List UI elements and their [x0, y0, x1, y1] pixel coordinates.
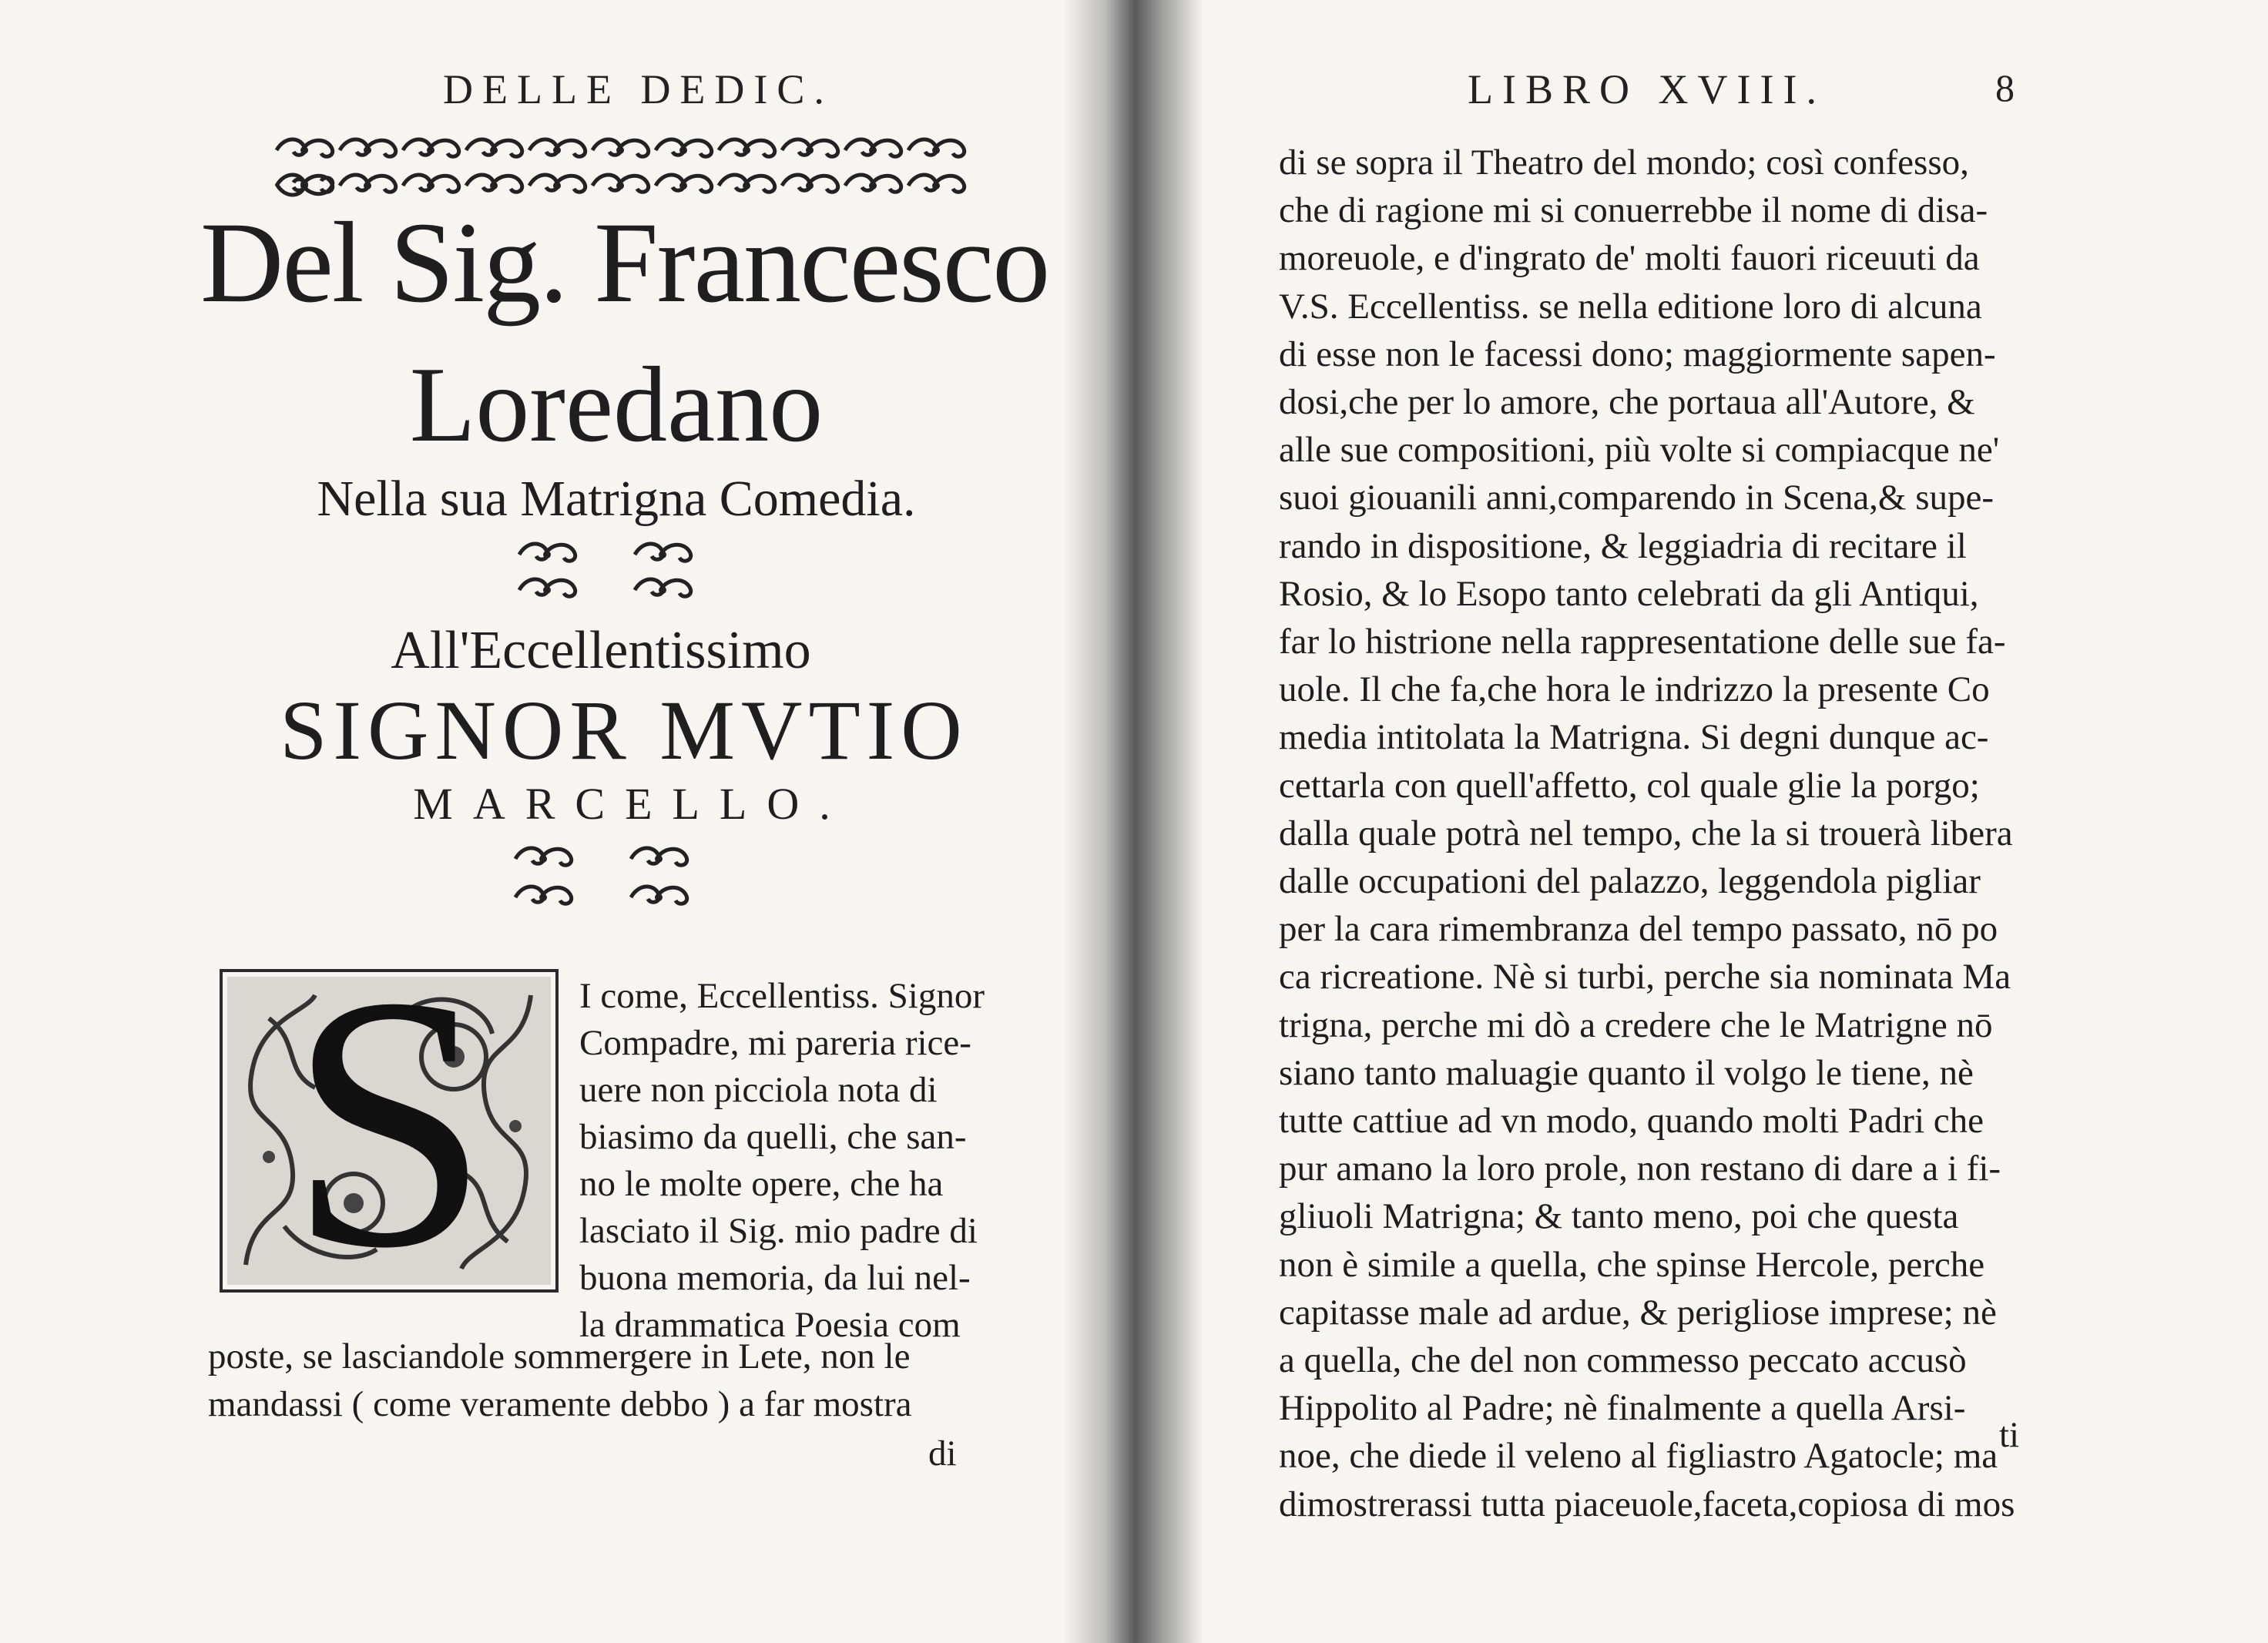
text-line: di se sopra il Theatro del mondo; così confesso,: [1279, 143, 1969, 183]
text-line: V.S. Eccellentiss. se nella editione loro di alcuna: [1279, 286, 1982, 327]
dedication-line-1: All'Eccellentissimo: [391, 621, 811, 680]
text-line: pur amano la loro prole, non restano di dare a i fi-: [1279, 1148, 2001, 1189]
text-line: cettarla con quell'affetto, col quale glie la porgo;: [1279, 765, 1980, 806]
right-catchword: ti: [1999, 1415, 2020, 1455]
text-line: dalla quale potrà nel tempo, che la si trouerà libera: [1279, 813, 2013, 853]
text-line: non è simile a quella, che spinse Hercole, perche: [1279, 1244, 1985, 1285]
text-line: a quella, che del non commesso peccato accusò: [1279, 1340, 1967, 1381]
page-number: 8: [1995, 66, 2015, 109]
text-line: trigna, perche mi dò a credere che le Matrigne nō: [1279, 1004, 1993, 1045]
text-line: biasimo da quelli, che san-: [579, 1117, 967, 1157]
text-line: mandassi ( come veramente debbo ) a far mostra: [208, 1384, 912, 1424]
book-gutter: [1063, 0, 1202, 1643]
text-line: che di ragione mi si conuerrebbe il nome di disa-: [1279, 190, 1988, 231]
text-line: poste, se lasciandole sommergere in Lete, non le: [208, 1336, 911, 1376]
text-line: Rosio, & lo Esopo tanto celebrati da gli Antiqui,: [1279, 573, 1979, 614]
title-line-2: Loredano: [409, 345, 824, 464]
right-body: [1279, 139, 2088, 1528]
left-body-narrow: [579, 973, 1018, 1349]
left-running-head: DELLE DEDIC.: [443, 66, 834, 112]
subtitle: Nella sua Matrigna Comedia.: [317, 471, 916, 527]
text-line: capitasse male ad ardue, & perigliose imprese; nè: [1279, 1292, 1997, 1333]
text-line: media intitolata la Matrigna. Si degni dunque ac-: [1279, 717, 1989, 758]
text-line: dalle occupationi del palazzo, leggendola pigliar: [1279, 861, 1981, 902]
text-line: ca ricreatione. Nè si turbi, perche sia nominata Ma: [1279, 957, 2011, 998]
text-line: per la cara rimembranza del tempo passato, nō po: [1279, 909, 1998, 950]
dedication-line-2: SIGNOR MVTIO: [280, 683, 968, 777]
text-line: I come, Eccellentiss. Signor: [579, 976, 985, 1016]
text-line: Compadre, mi pareria rice-: [579, 1023, 971, 1063]
text-line: moreuole, e d'ingrato de' molti fauori riceuuti da: [1279, 238, 1980, 279]
text-line: uere non picciola nota di: [579, 1070, 938, 1110]
text-line: Hippolito al Padre; nè finalmente a quella Arsi-: [1279, 1388, 1966, 1429]
text-line: uole. Il che fa,che hora le indrizzo la presente Co: [1279, 669, 1990, 710]
ornament-small-icon-2: [512, 843, 736, 920]
text-line: siano tanto maluagie quanto il volgo le tiene, nè: [1279, 1052, 1974, 1093]
left-page: [0, 0, 1109, 1643]
title-line-1: Del Sig. Francesco: [200, 199, 1049, 327]
text-line: no le molte opere, che ha: [579, 1164, 944, 1204]
text-line: di esse non le facessi dono; maggiormente sapen-: [1279, 334, 1996, 374]
left-catchword: di: [928, 1433, 957, 1474]
text-line: rando in dispositione, & leggiadria di recitare il: [1279, 525, 1967, 566]
text-line: gliuoli Matrigna; & tanto meno, poi che questa: [1279, 1196, 1959, 1237]
text-line: buona memoria, da lui nel-: [579, 1258, 971, 1298]
drop-cap-letter: S: [288, 921, 490, 1323]
text-line: suoi giouanili anni,comparendo in Scena,& supe-: [1279, 478, 1995, 518]
text-line: noe, che diede il veleno al figliastro Agatocle; ma: [1279, 1436, 1998, 1477]
text-line: la drammatica Poesia com: [579, 1305, 961, 1345]
text-line: dosi,che per lo amore, che portaua all'Autore, &: [1279, 382, 1975, 423]
dedication-line-3: MARCELLO.: [413, 779, 850, 829]
left-body-wide: [208, 1333, 1017, 1428]
text-line: alle sue compositioni, più volte si compiacque ne': [1279, 430, 2000, 471]
ornament-band-icon: [273, 135, 1013, 204]
right-running-head: LIBRO XVIII.: [1468, 66, 1826, 112]
text-line: lasciato il Sig. mio padre di: [579, 1211, 978, 1251]
text-line: tutte cattiue ad vn modo, quando molti Padri che: [1279, 1101, 1984, 1142]
drop-cap: [220, 921, 559, 1323]
text-line: far lo histrione nella rappresentatione delle sue fa-: [1279, 622, 2006, 662]
ornament-small-icon: [516, 539, 740, 609]
text-line: dimostrerassi tutta piaceuole,faceta,copiosa di mos: [1279, 1484, 2015, 1524]
